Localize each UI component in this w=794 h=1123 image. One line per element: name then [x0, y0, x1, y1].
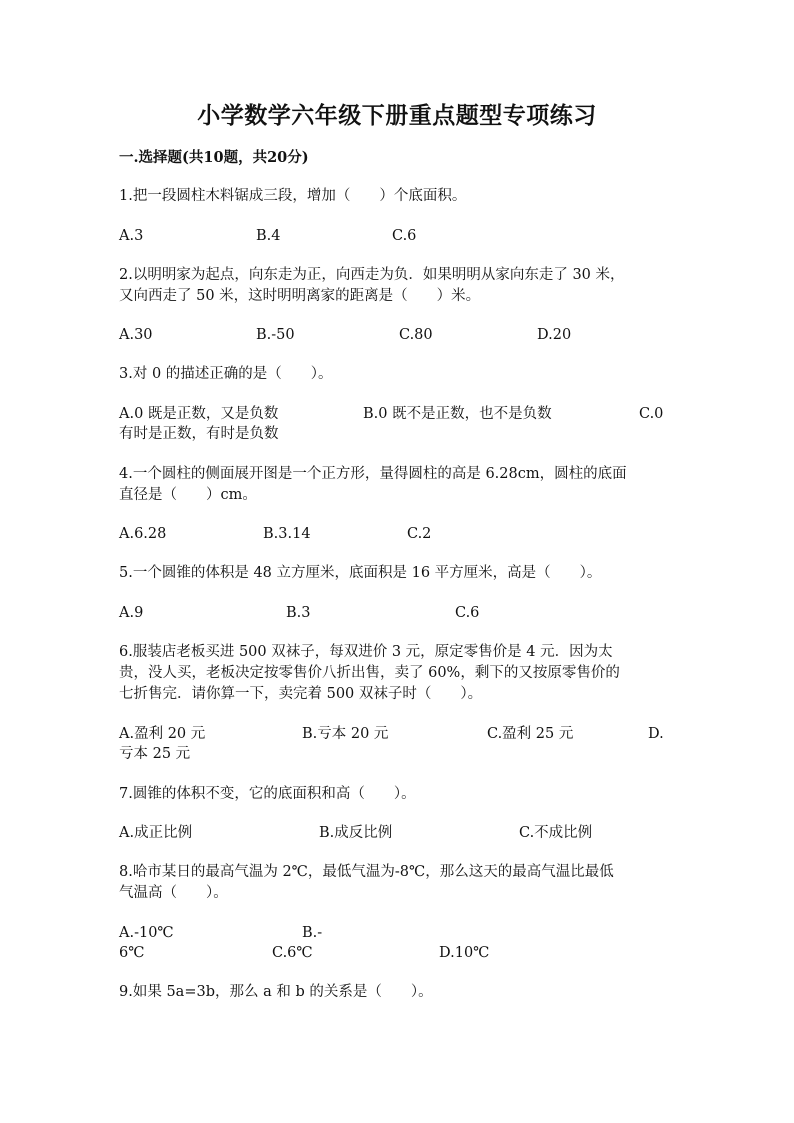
question-6-text-line-3: 七折售完．请你算一下，卖完着 500 双袜子时（ ）。	[119, 686, 483, 702]
question-6-text-line-1: 6.服装店老板买进 500 双袜子，每双进价 3 元，原定零售价是 4 元．因为太	[119, 644, 613, 660]
question-8-text-line-2: 气温高（ ）。	[119, 885, 228, 901]
question-7-option-b: B.成反比例	[319, 825, 393, 841]
question-2-option-d: D.20	[537, 327, 572, 343]
question-8-option-b-continued: 6℃	[119, 945, 145, 961]
question-3-option-a: A.0 既是正数，又是负数	[119, 406, 279, 422]
question-8-option-a: A.-10℃	[119, 925, 174, 941]
question-4-option-a: A.6.28	[119, 526, 167, 542]
question-2-option-c: C.80	[399, 327, 433, 343]
question-3-text: 3.对 0 的描述正确的是（ ）。	[119, 366, 333, 382]
question-2-option-a: A.30	[119, 327, 153, 343]
question-7-text: 7.圆锥的体积不变，它的底面积和高（ ）。	[119, 786, 416, 802]
question-2-text-line-2: 又向西走了 50 米，这时明明离家的距离是（ ）米。	[119, 288, 481, 304]
question-5-option-c: C.6	[455, 605, 480, 621]
question-2-option-b: B.-50	[256, 327, 295, 343]
question-8-option-c: C.6℃	[272, 945, 313, 961]
question-7-option-a: A.成正比例	[119, 825, 193, 841]
question-7-option-c: C.不成比例	[519, 825, 593, 841]
question-5-option-b: B.3	[286, 605, 311, 621]
question-4-option-b: B.3.14	[263, 526, 311, 542]
question-1-text: 1.把一段圆柱木料锯成三段，增加（ ）个底面积。	[119, 188, 467, 204]
question-6-text-line-2: 贵，没人买，老板决定按零售价八折出售，卖了 60%，剩下的又按原零售价的	[119, 665, 620, 681]
question-3-option-b: B.0 既不是正数，也不是负数	[363, 406, 552, 422]
question-4-text-line-2: 直径是（ ）cm。	[119, 487, 257, 503]
question-4-option-c: C.2	[407, 526, 432, 542]
question-8-text-line-1: 8.哈市某日的最高气温为 2℃，最低气温为-8℃，那么这天的最高气温比最低	[119, 864, 614, 880]
section-heading: 一.选择题(共10题，共20分)	[119, 149, 309, 166]
question-6-option-b: B.亏本 20 元	[302, 726, 389, 742]
question-6-option-a: A.盈利 20 元	[119, 726, 206, 742]
question-6-option-c: C.盈利 25 元	[487, 726, 574, 742]
question-8-option-d: D.10℃	[439, 945, 490, 961]
question-3-option-c-continued: 有时是正数，有时是负数	[119, 426, 279, 442]
page-title: 小学数学六年级下册重点题型专项练习	[197, 102, 597, 129]
question-2-text-line-1: 2.以明明家为起点，向东走为正，向西走为负．如果明明从家向东走了 30 米，	[119, 267, 625, 283]
question-5-text: 5.一个圆锥的体积是 48 立方厘米，底面积是 16 平方厘米，高是（ ）。	[119, 565, 602, 581]
question-8-option-b: B.-	[302, 925, 323, 941]
question-3-option-c: C.0	[639, 406, 664, 422]
question-4-text-line-1: 4.一个圆柱的侧面展开图是一个正方形，量得圆柱的高是 6.28cm，圆柱的底面	[119, 466, 627, 482]
question-1-option-c: C.6	[392, 228, 417, 244]
question-9-text: 9.如果 5a=3b，那么 a 和 b 的关系是（ ）。	[119, 984, 433, 1000]
question-1-option-b: B.4	[256, 228, 281, 244]
question-1-option-a: A.3	[119, 228, 144, 244]
question-6-option-d-continued: 亏本 25 元	[119, 746, 191, 762]
question-5-option-a: A.9	[119, 605, 144, 621]
question-6-option-d: D.	[648, 726, 664, 742]
